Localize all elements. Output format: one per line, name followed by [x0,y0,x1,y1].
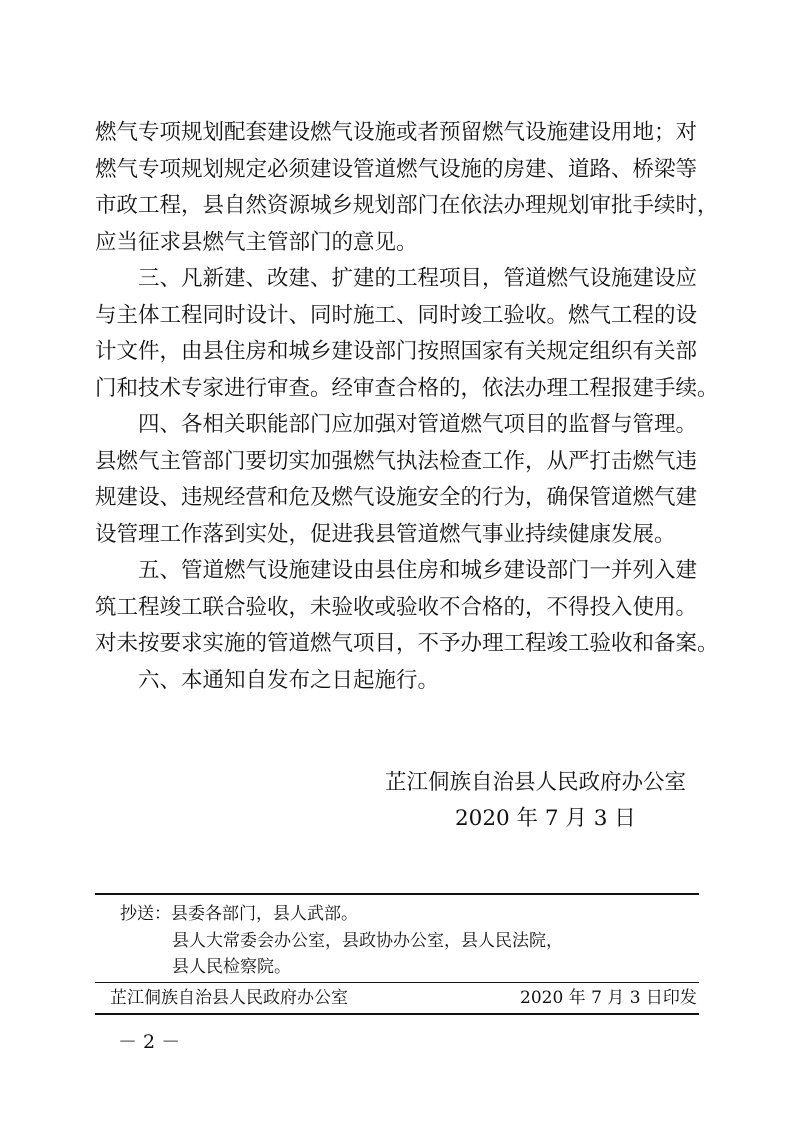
body-line: 筑工程竣工联合验收，未验收或验收不合格的，不得投入使用。 [95,594,698,620]
body-line: 三、凡新建、改建、扩建的工程项目，管道燃气设施建设应 [95,266,698,291]
body-line: 六、本通知自发布之日起施行。 [95,667,440,693]
body-line: 与主体工程同时设计、同时施工、同时竣工验收。燃气工程的设 [95,302,698,328]
body-line: 对未按要求实施的管道燃气项目，不予办理工程竣工验收和备案。 [95,631,719,656]
body-line: 设管理工作落到实处，促进我县管道燃气事业持续健康发展。 [95,521,676,547]
signature-org: 芷江侗族自治县人民政府办公室 [385,770,687,795]
body-line: 五、管道燃气设施建设由县住房和城乡建设部门一并列入建 [95,558,698,583]
body-line: 规建设、违规经营和危及燃气设施安全的行为，确保管道燃气建 [95,485,698,510]
middle-rule [95,982,699,983]
body-line: 市政工程，县自然资源城乡规划部门在依法办理规划审批手续时， [95,193,719,218]
signature-date: 2020 年 7 月 3 日 [455,806,636,831]
cc-line-3: 县人民检察院。 [172,957,291,977]
top-rule [95,893,699,895]
body-line: 县燃气主管部门要切实加强燃气执法检查工作，从严打击燃气违 [95,448,698,474]
body-line: 四、各相关职能部门应加强对管道燃气项目的监督与管理。 [95,412,698,437]
issue-date: 2020 年 7 月 3 日印发 [520,988,697,1008]
body-line: 计文件，由县住房和城乡建设部门按照国家有关规定组织有关部 [95,339,698,364]
page-number: － 2 － [118,1031,181,1053]
cc-line-2: 县人大常委会办公室，县政协办公室，县人民法院， [172,931,563,951]
body-line: 燃气专项规划规定必须建设管道燃气设施的房建、道路、桥梁等 [95,156,698,182]
body-line: 应当征求县燃气主管部门的意见。 [95,229,418,255]
issuing-org: 芷江侗族自治县人民政府办公室 [110,988,348,1008]
cc-line-1: 抄送：县委各部门，县人武部。 [120,904,358,924]
bottom-rule [95,1013,699,1015]
body-line: 门和技术专家进行审查。经审查合格的，依法办理工程报建手续。 [95,375,719,401]
body-line: 燃气专项规划配套建设燃气设施或者预留燃气设施建设用地；对 [95,120,698,145]
